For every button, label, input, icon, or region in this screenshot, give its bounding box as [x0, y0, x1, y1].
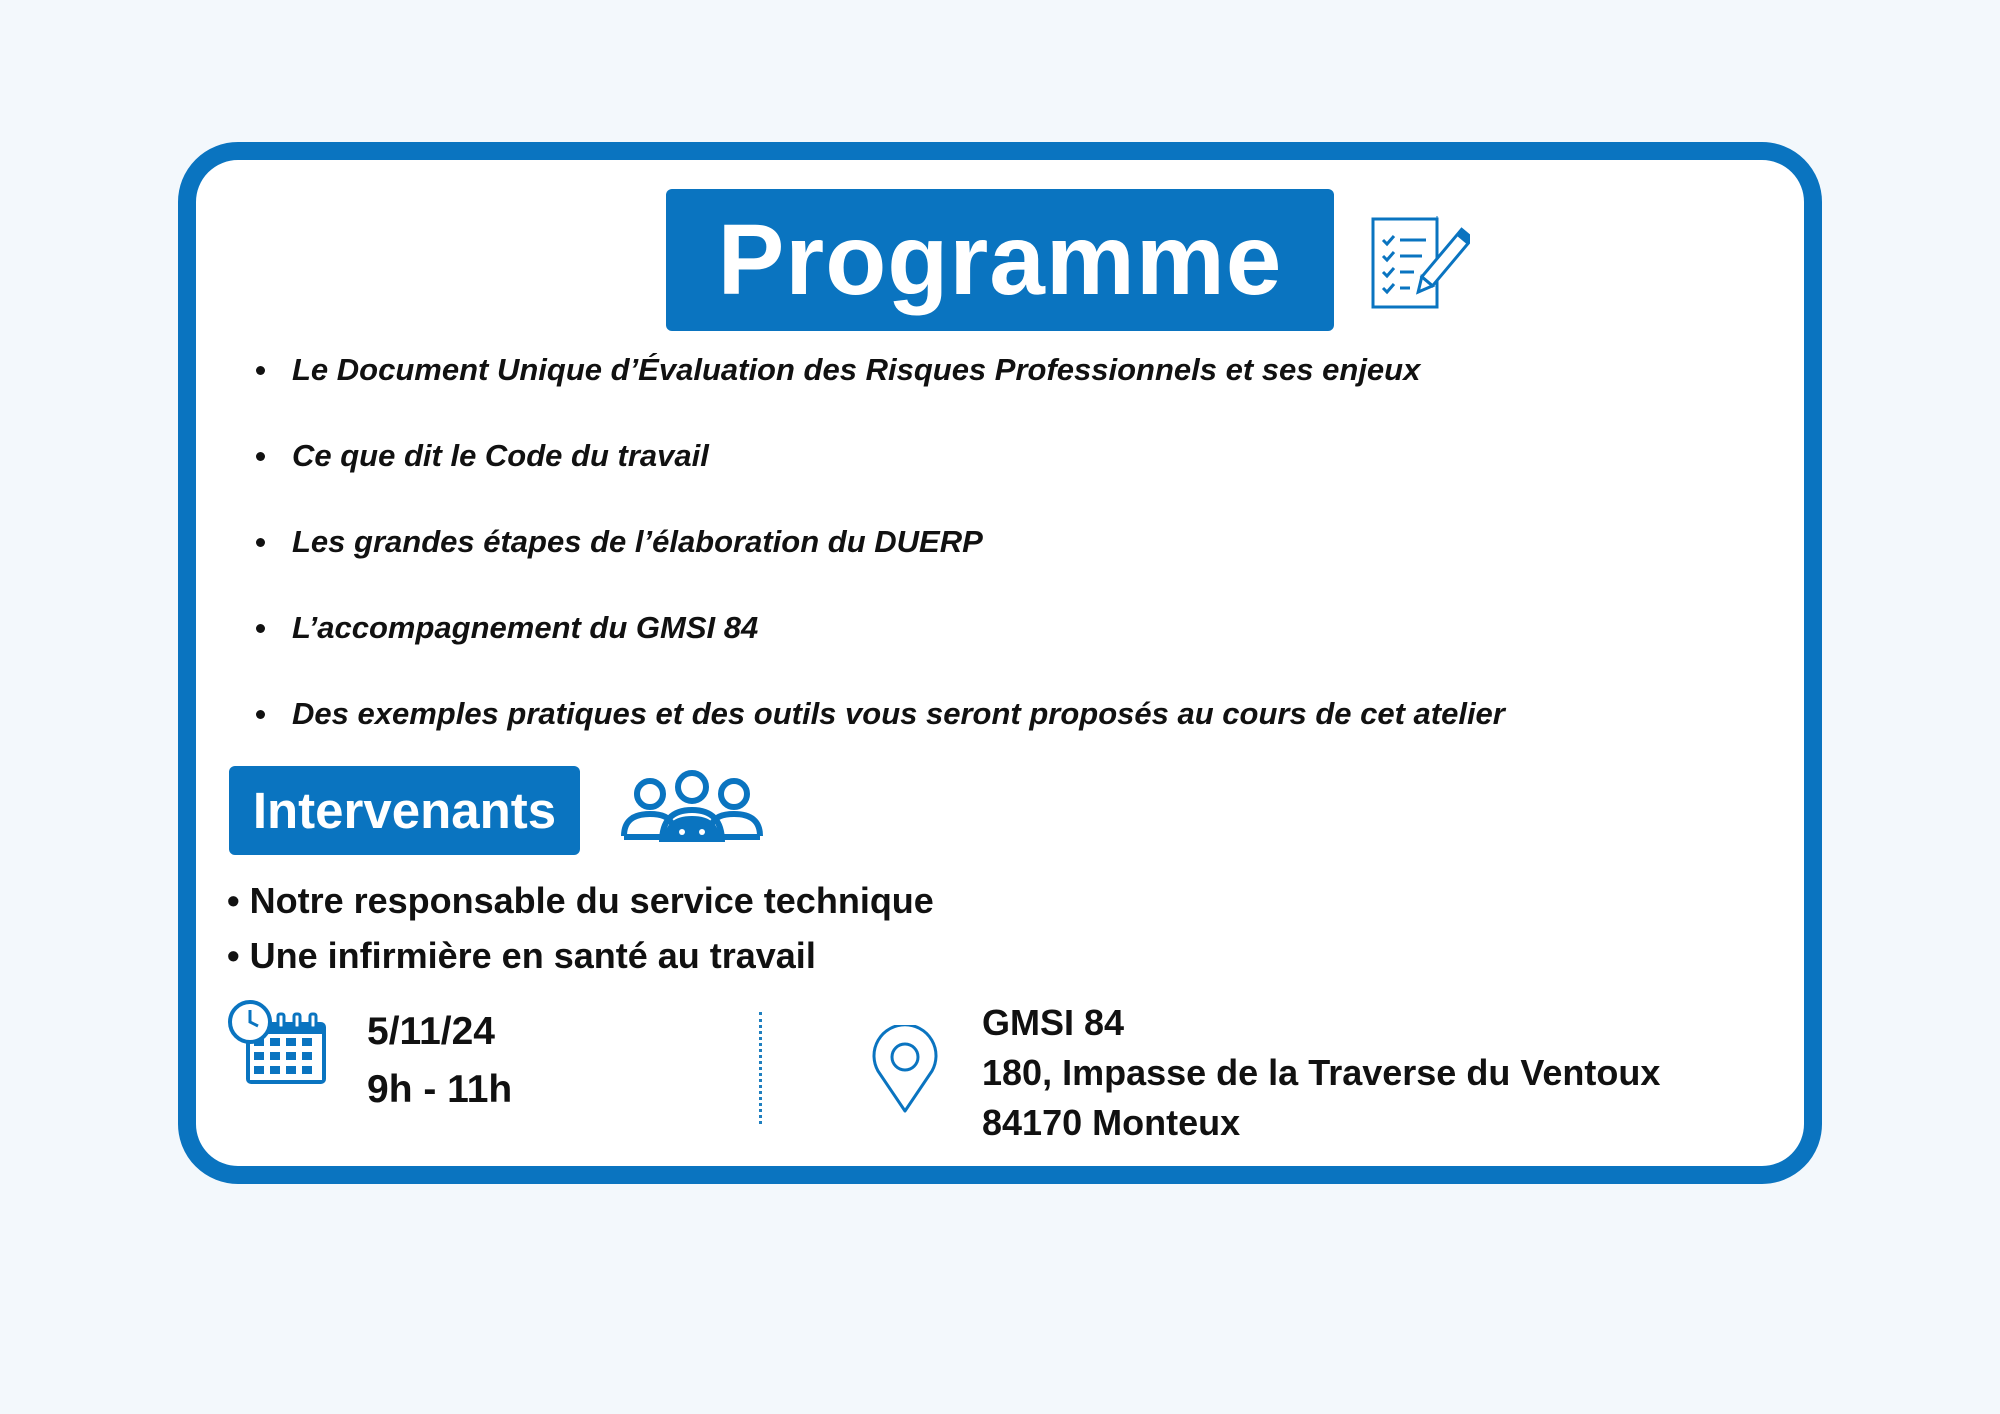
checklist-document-icon [1370, 216, 1470, 312]
people-group-icon [620, 770, 764, 848]
location-name: GMSI 84 [982, 1002, 1125, 1043]
calendar-clock-icon [228, 1000, 330, 1088]
event-date: 5/11/24 [367, 1010, 495, 1053]
list-item: Des exemples pratiques et des outils vous seront proposés au cours de cet atelier [256, 689, 1505, 775]
location-pin-icon [870, 1025, 940, 1115]
location-street: 180, Impasse de la Traverse du Ventoux [982, 1052, 1661, 1093]
programme-list [256, 345, 1505, 775]
event-date-time [367, 1003, 512, 1119]
list-item: Ce que dit le Code du travail [256, 431, 1505, 517]
location-city: 84170 Monteux [982, 1102, 1241, 1143]
list-item: Les grandes étapes de l’élaboration du DUERP [256, 517, 1505, 603]
list-item: L’accompagnement du GMSI 84 [256, 603, 1505, 689]
intervenants-list [227, 876, 934, 986]
address-block [982, 998, 1660, 1148]
list-item: • Notre responsable du service technique [227, 880, 934, 921]
intervenants-title: Intervenants [229, 766, 580, 855]
list-item: • Une infirmière en santé au travail [227, 935, 816, 976]
divider [759, 1012, 762, 1124]
programme-title: Programme [666, 189, 1334, 331]
event-time: 9h - 11h [367, 1068, 513, 1111]
list-item: Le Document Unique d’Évaluation des Risques Professionnels et ses enjeux [256, 345, 1505, 431]
